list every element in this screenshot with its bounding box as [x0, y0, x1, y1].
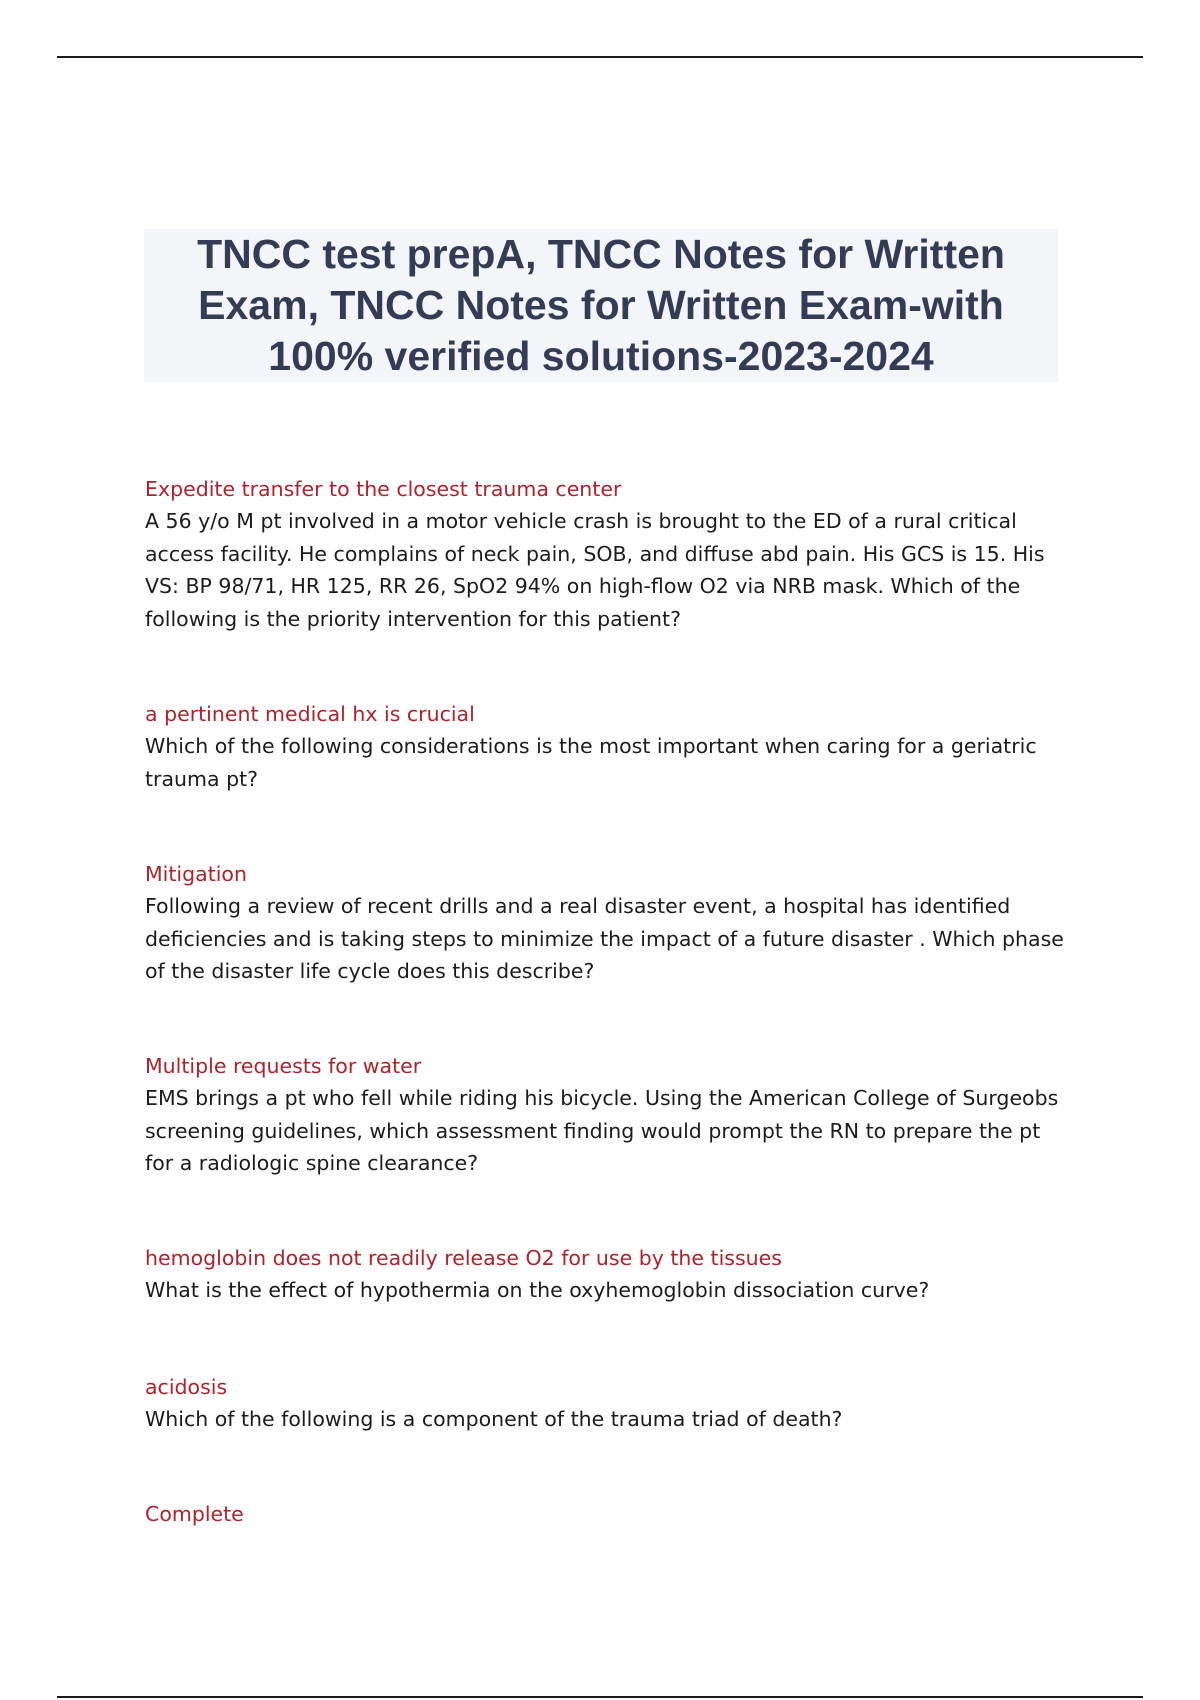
- qa-item-1: [145, 473, 1065, 635]
- answer-text: Multiple requests for water: [145, 1054, 422, 1078]
- question-text: Following a review of recent drills and a real disaster event, a hospital has identified deficiencies and is taking steps to minimize the impact of a future disaster . Which phase of the disaster life cycle does this describe?: [145, 894, 1064, 983]
- qa-item-7: [145, 1498, 1065, 1530]
- title-banner: [144, 229, 1058, 382]
- bottom-rule: [57, 1696, 1143, 1698]
- question-text: EMS brings a pt who fell while riding his bicycle. Using the American College of Surgeobs screening guidelines, which assessment finding would prompt the RN to prepare the pt for a radiologic spine clearance?: [145, 1086, 1059, 1175]
- answer-text: a pertinent medical hx is crucial: [145, 702, 475, 726]
- qa-item-4: [145, 1050, 1065, 1180]
- qa-item-2: [145, 698, 1065, 795]
- answer-text: Mitigation: [145, 862, 247, 886]
- question-text: Which of the following is a component of the trauma triad of death?: [145, 1407, 843, 1431]
- qa-item-5: [145, 1242, 1065, 1307]
- qa-item-3: [145, 858, 1065, 988]
- qa-item-6: [145, 1371, 1065, 1436]
- question-text: A 56 y/o M pt involved in a motor vehicle crash is brought to the ED of a rural critical access facility. He complains of neck pain, SOB, and diffuse abd pain. His GCS is 15. His VS: BP 98/71, HR 125, RR 26, SpO2 94% on high-flow O2 via NRB mask. Which of the following is the priority intervention for this patient?: [145, 509, 1045, 631]
- question-text: What is the effect of hypothermia on the oxyhemoglobin dissociation curve?: [145, 1278, 930, 1302]
- answer-text: Expedite transfer to the closest trauma center: [145, 477, 622, 501]
- document-title: TNCC test prepA, TNCC Notes for Written Exam, TNCC Notes for Written Exam-with 100% verified solutions-2023-2024: [197, 231, 1005, 379]
- answer-text: acidosis: [145, 1375, 228, 1399]
- question-text: Which of the following considerations is the most important when caring for a geriatric trauma pt?: [145, 734, 1037, 791]
- answer-text: Complete: [145, 1502, 244, 1526]
- top-rule: [57, 56, 1143, 58]
- answer-text: hemoglobin does not readily release O2 for use by the tissues: [145, 1246, 782, 1270]
